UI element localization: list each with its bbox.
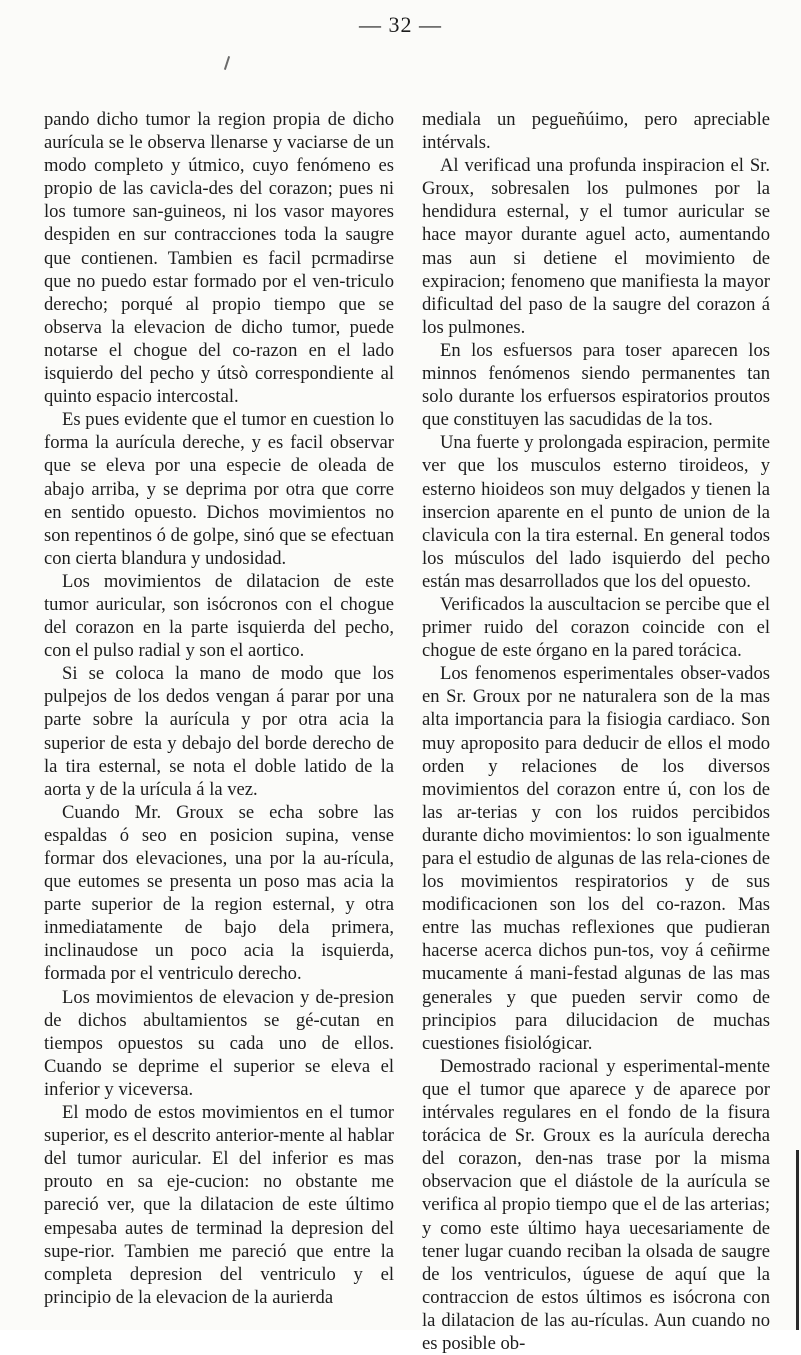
paragraph: Cuando Mr. Groux se echa sobre las espaldas ó seo en posicion supina, vense formar dos elevaciones, una por la au-rícula, que eutomes se presenta un poso mas acia la parte superior de la region esternal, y otra inmediatamente de bajo dela primera, inclinaudose un poco acia la isquierda, formada por el ventriculo derecho. bbox=[44, 801, 394, 985]
paragraph: Demostrado racional y esperimental-mente que el tumor que aparece y de aparece por intérvales regulares en el fondo de la fisura torácica de Sr. Groux es la aurícula derecha del corazon, den-nas trase por la misma observacion que el diástole de la aurícula se verifica al propio tiempo que el de las arterias; y como este último haya uecesariamente de tener lugar cuando reciban la olsada de saugre de los ventriculos, úguese de aquí que la contraccion de estos últimos es isócrona con la dilatacion de las au-rículas. Aun cuando no es posible ob- bbox=[422, 1055, 770, 1354]
paragraph: Es pues evidente que el tumor en cuestion lo forma la aurícula dereche, y es facil observar que se eleva por una especie de oleada de abajo arriba, y se deprima por otra que corre en sentido opuesto. Dichos movimientos no son repentinos ó de golpe, sinó que se efectuan con cierta blandura y undosidad. bbox=[44, 409, 394, 569]
paragraph: mediala un pegueñúimo, pero apreciable intérvals. bbox=[422, 109, 770, 154]
paragraph: Los movimientos de dilatacion de este tumor auricular, son isócronos con el chogue del corazon en la parte isquierda del pecho, con el pulso radial y son el aortico. bbox=[44, 570, 394, 662]
left-column bbox=[44, 108, 394, 1309]
paragraph: En los esfuersos para toser aparecen los minnos fenómenos siendo permanentes tan solo durante los erfuersos espiratorios proutos que constituyen las sacudidas de la tos. bbox=[422, 339, 770, 431]
paragraph: pando dicho tumor la region propia de dicho aurícula se le observa llenarse y vaciarse de un modo completo y útmico, cuyo fenómeno es propio de las cavicla-des del corazon; pues ni los tumore san-guineos, ni los vasor mayores despiden en sur contracciones toda la saugre que contienen. Tambien es facil pcrmadirse que no puedo estar formado por el ven-triculo derecho; porqué al propio tiempo que se observa la elevacion de dicho tumor, puede notarse el chogue del co-razon en el lado isquierdo del pecho y útsò correspondiente al quinto espacio intercostal. bbox=[44, 109, 394, 408]
right-column bbox=[422, 108, 770, 1355]
paragraph: Una fuerte y prolongada espiracion, permite ver que los musculos esterno tiroideos, y esterno hioideos son muy delgados y tienen la insercion aparente en el punto de union de la clavicula con la tira esternal. En general todos los músculos del lado isquierdo del pecho están mas desarrollados que los del opuesto. bbox=[422, 432, 770, 592]
paragraph: Al verificad una profunda inspiracion el Sr. Groux, sobresalen los pulmones por la hendidura esternal, y el tumor auricular se hace mayor durante aguel acto, aumentando mas aun si detiene el movimiento de expiracion; fenomeno que manifiesta la mayor dificultad del paso de la saugre del corazon á los pulmones. bbox=[422, 155, 770, 338]
paragraph: Verificados la auscultacion se percibe que el primer ruido del corazon coincide con el chogue de este órgano en la pared torácica. bbox=[422, 593, 770, 662]
paragraph: Los movimientos de elevacion y de-presion de dichos abultamientos se gé-cutan en tiempos opuestos su cada uno de ellos. Cuando se deprime el superior se eleva el inferior y viceversa. bbox=[44, 986, 394, 1100]
page-number: — 32 — bbox=[359, 12, 442, 37]
paragraph: El modo de estos movimientos en el tumor superior, es el descrito anterior-mente al hablar del tumor auricular. El del inferior es mas prouto en sa eje-cucion: no obstante me pareció ver, que la dilatacion de este último empesaba autes de terminad la depresion del supe-rior. Tambien me pareció que entre la completa depresion del ventriculo y el principio de la elevacion de la aurierda bbox=[44, 1102, 394, 1308]
page-edge-shadow bbox=[796, 1150, 799, 1330]
paragraph: Si se coloca la mano de modo que los pulpejos de los dedos vengan á parar por una parte sobre la aurícula y por otra acia la superior de esta y debajo del borde derecho de la tira esternal, se nota el doble latido de la aorta y de la urícula á la vez. bbox=[44, 663, 394, 800]
paragraph: Los fenomenos esperimentales obser-vados en Sr. Groux por ne naturalera son de la mas alta importancia para la fisiogia cardiaco. Son muy aproposito para deducir de ellos el modo orden y relaciones de los diversos movimientos del corazon entre ú, con los de las ar-terias y con los ruidos percibidos durante dicho movimientos: lo son igualmente para el estudio de algunas de las rela-ciones de los movimientos respiratorios y de sus modificacionen son los del co-razon. Mas entre las muchas reflexiones que pudieran hacerse acerca dichos pun-tos, voy á ceñirme mucamente á mani-festad algunas de las mas generales y que pueden servir como de principios para dilucidacion de muchas cuestiones fisiológicar. bbox=[422, 663, 770, 1054]
stray-ink-mark bbox=[224, 56, 230, 70]
